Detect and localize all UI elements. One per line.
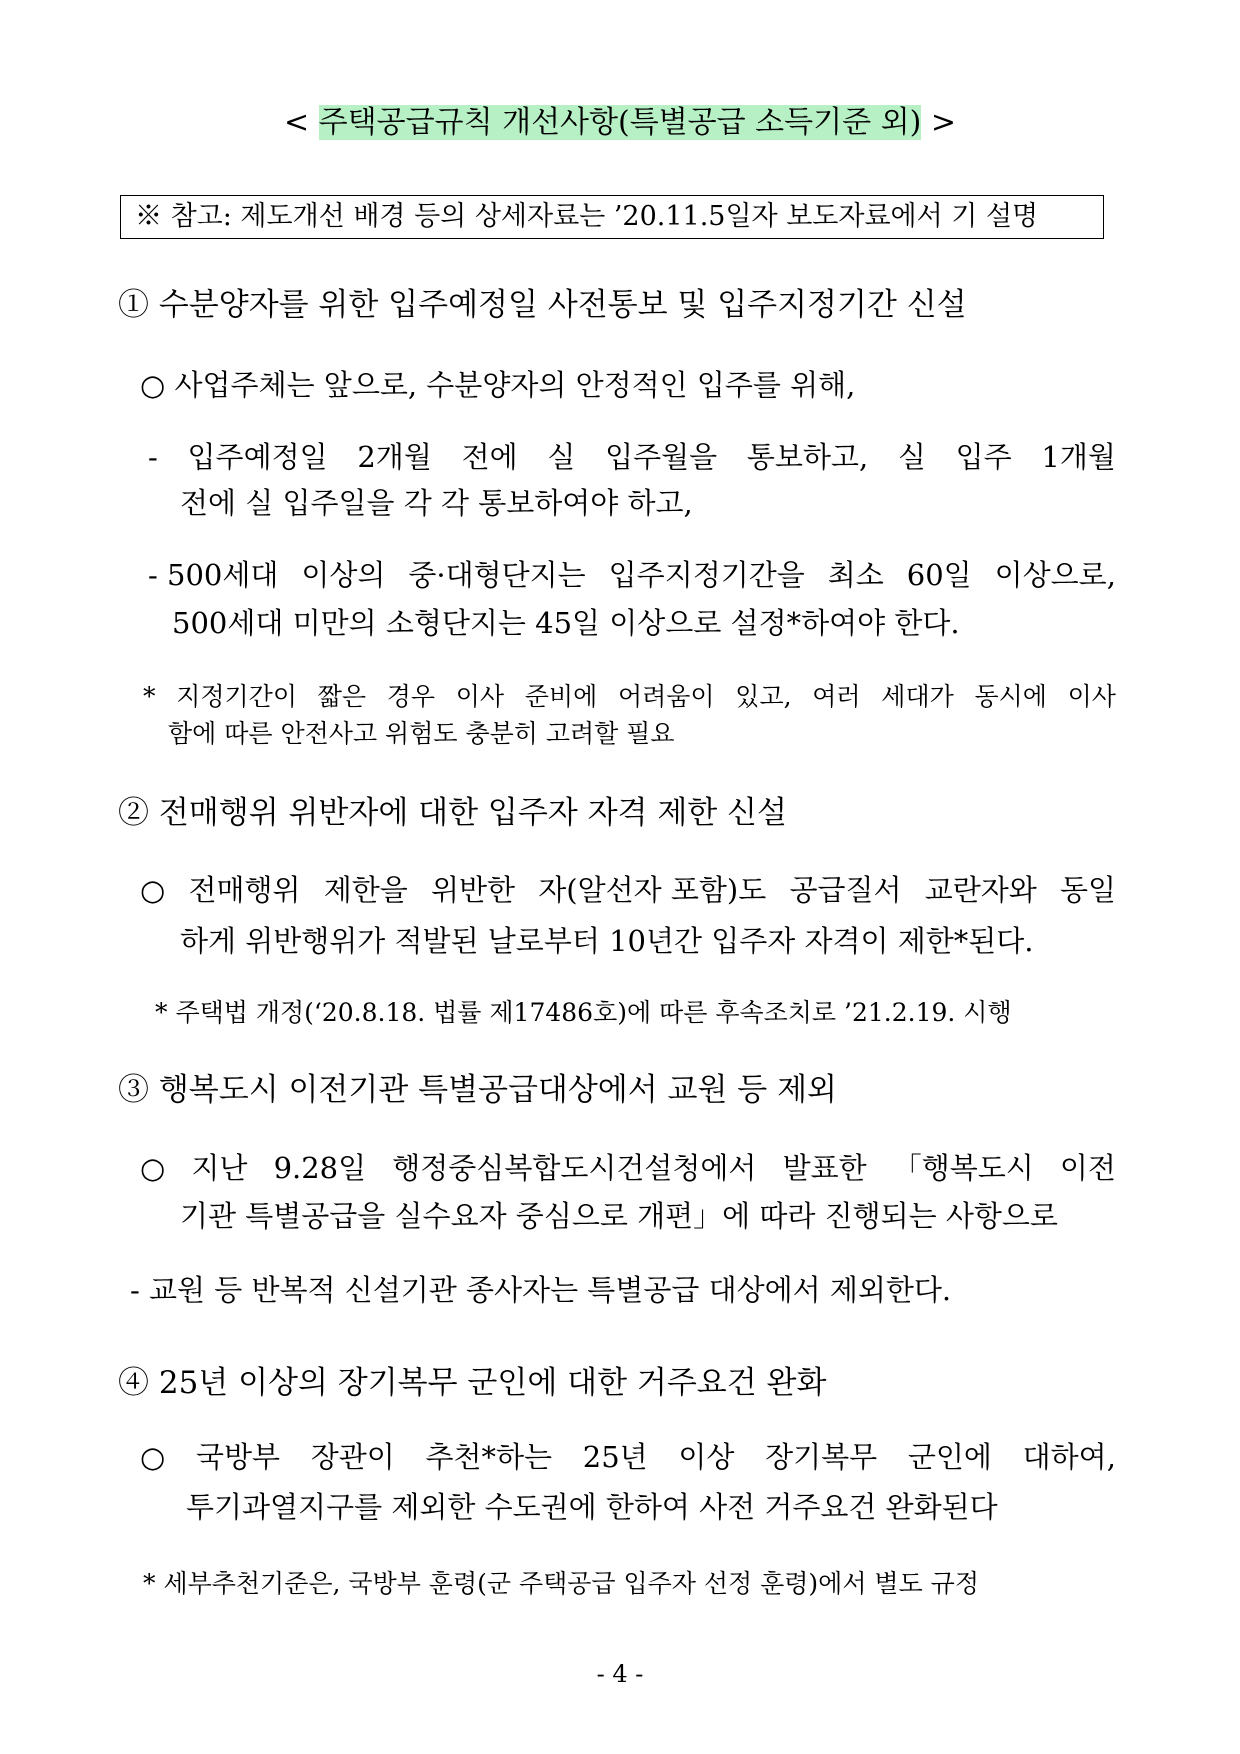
word: 동일: [1059, 873, 1116, 907]
word: 장관이: [310, 1440, 395, 1474]
section-1-heading: ① 수분양자를 위한 입주예정일 사전통보 및 입주지정기간 신설: [118, 287, 967, 323]
word: 국방부: [196, 1440, 281, 1474]
word: 통보하고,: [746, 440, 869, 474]
word: 자(알선자 포함)도: [538, 873, 767, 907]
word: 「행복도시: [892, 1151, 1034, 1185]
word: 전에: [461, 440, 518, 474]
s1-note-line-1: [143, 677, 1116, 717]
word: 지난: [191, 1151, 248, 1185]
word: 대하여,: [1022, 1440, 1116, 1474]
word: 위반한: [431, 873, 516, 907]
s4-bullet-line-1: [140, 1437, 1116, 1477]
s4-bullet-line-2: 투기과열지구를 제외한 수도권에 한하여 사전 거주요건 완화된다: [186, 1490, 998, 1524]
word: 경우: [386, 682, 436, 711]
word: 실: [547, 440, 576, 474]
word: 실: [897, 440, 926, 474]
word: 군인에: [907, 1440, 992, 1474]
word: 있고,: [735, 682, 792, 711]
title-open: <: [283, 105, 319, 140]
word: 이상: [678, 1440, 735, 1474]
s1-bullet: ○ 사업주체는 앞으로, 수분양자의 안정적인 입주를 위해,: [140, 368, 856, 402]
word: 발표한: [782, 1151, 867, 1185]
word: 60일: [906, 558, 972, 592]
s2-bullet-line-1: [140, 870, 1116, 910]
s3-bullet-line-2: 기관 특별공급을 실수요자 중심으로 개편」에 따라 진행되는 사항으로: [180, 1199, 1058, 1233]
word: 이사: [1067, 682, 1116, 711]
word: 장기복무: [765, 1440, 878, 1474]
word: 제한을: [323, 873, 408, 907]
word: 교란자와: [924, 873, 1037, 907]
s1-dash-1-line-1: [148, 437, 1116, 477]
word: 입주월을: [605, 440, 718, 474]
word: 어려움이: [617, 682, 715, 711]
word: 입주지정기간을: [608, 558, 805, 592]
word: ○: [140, 1440, 166, 1474]
title-highlight: 주택공급규칙 개선사항(특별공급 소득기준 외): [318, 105, 922, 140]
s2-note: * 주택법 개정(‘20.8.18. 법률 제17486호)에 따른 후속조치로 ’21.2.19. 시행: [155, 998, 1012, 1027]
word: 1개월: [1041, 440, 1116, 474]
word: 지정기간이: [176, 682, 297, 711]
s1-note-line-2: 함에 따른 안전사고 위험도 충분히 고려할 필요: [168, 719, 675, 748]
word: 최소: [827, 558, 884, 592]
word: ○: [140, 1151, 166, 1185]
word: 공급질서: [789, 873, 902, 907]
word: 입주: [955, 440, 1012, 474]
word: 여러: [812, 682, 861, 711]
word: 행정중심복합도시건설청에서: [392, 1151, 757, 1185]
word: 준비에: [524, 682, 598, 711]
word: 전매행위: [188, 873, 301, 907]
word: 추천*하는: [425, 1440, 553, 1474]
word: 동시에: [974, 682, 1047, 711]
s2-bullet-line-2: 하게 위반행위가 적발된 날로부터 10년간 입주자 자격이 제한*된다.: [180, 924, 1034, 958]
word: 9.28일: [273, 1151, 367, 1185]
word: 25년: [582, 1440, 648, 1474]
word: 중·대형단지는: [408, 558, 586, 592]
s3-dash: - 교원 등 반복적 신설기관 종사자는 특별공급 대상에서 제외한다.: [130, 1273, 952, 1307]
s1-dash-2-line-1: [148, 555, 1116, 595]
section-2-heading: ② 전매행위 위반자에 대한 입주자 자격 제한 신설: [118, 795, 787, 831]
word: 입주예정일: [187, 440, 328, 474]
word: 짧은: [317, 682, 367, 711]
word: ○: [140, 873, 166, 907]
word: *: [143, 682, 156, 711]
title-close: >: [921, 105, 956, 140]
word: 세대가: [881, 682, 954, 711]
s3-bullet-line-1: [140, 1148, 1116, 1188]
word: - 500세대: [148, 558, 279, 592]
word: 2개월: [357, 440, 432, 474]
s1-dash-2-line-2: 500세대 미만의 소형단지는 45일 이상으로 설정*하여야 한다.: [172, 606, 960, 640]
word: 이상의: [301, 558, 386, 592]
s4-note: * 세부추천기준은, 국방부 훈령(군 주택공급 입주자 선정 훈령)에서 별도 규정: [143, 1569, 979, 1598]
word: 이전: [1059, 1151, 1116, 1185]
page-title: [0, 103, 1240, 143]
section-3-heading: ③ 행복도시 이전기관 특별공급대상에서 교원 등 제외: [118, 1072, 837, 1108]
reference-note-box: ※ 참고: 제도개선 배경 등의 상세자료는 ’20.11.5일자 보도자료에서 기 설명: [120, 195, 1104, 239]
page-number: - 4 -: [596, 1660, 644, 1688]
section-4-heading: ④ 25년 이상의 장기복무 군인에 대한 거주요건 완화: [118, 1365, 827, 1401]
word: 이사: [455, 682, 505, 711]
s1-dash-1-line-2: 전에 실 입주일을 각 각 통보하여야 하고,: [180, 486, 693, 520]
word: 이상으로,: [994, 558, 1116, 592]
word: -: [148, 440, 158, 474]
